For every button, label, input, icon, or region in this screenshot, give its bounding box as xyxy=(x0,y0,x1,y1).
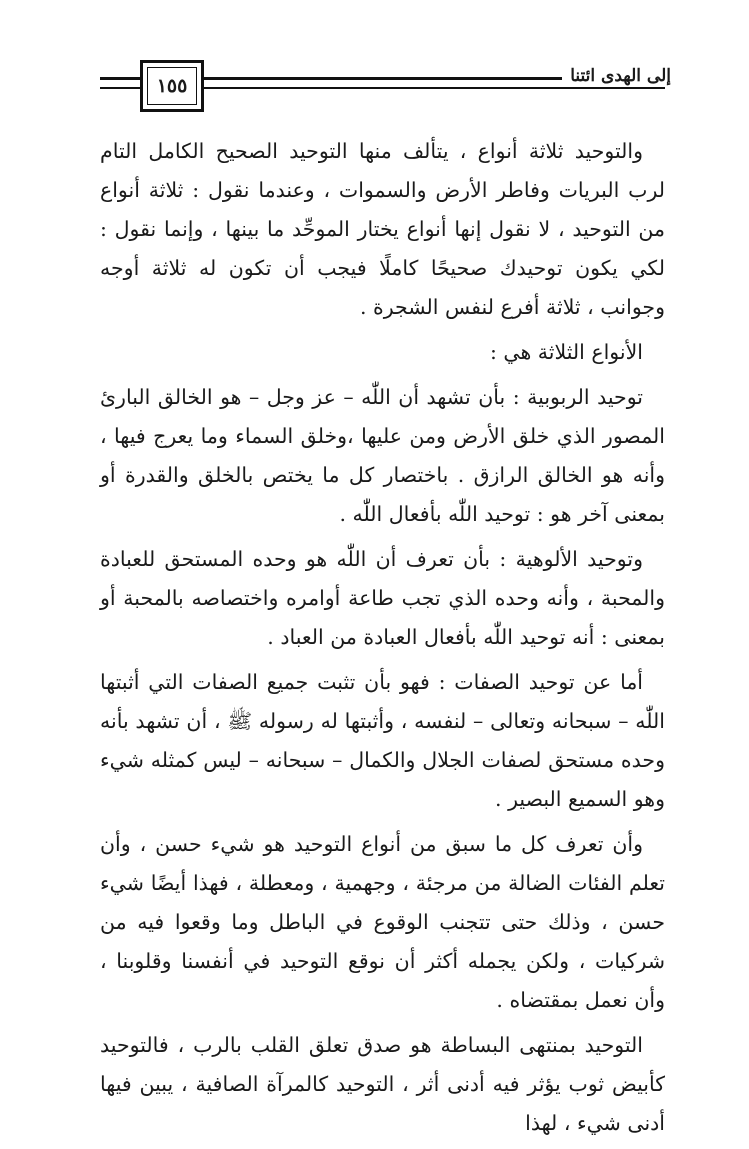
running-title: إلى الهدى ائتنا xyxy=(562,66,675,86)
page-body xyxy=(100,132,665,1149)
section-heading: الأنواع الثلاثة هي : xyxy=(489,340,643,364)
paragraph: التوحيد بمنتهى البساطة هو صدق تعلق القلب بالرب ، فالتوحيد كأبيض ثوب يؤثر فيه أدنى أثر ، التوحيد كالمرآة الصافية ، يبين فيها أدنى شيء ، لهذا xyxy=(100,1033,665,1135)
paragraph: وتوحيد الألوهية : بأن تعرف أن اللّٰه هو وحده المستحق للعبادة والمحبة ، وأنه وحده الذي تجب طاعة أوامره واختصاصه بالمحبة أو بمعنى : أنه توحيد اللّٰه بأفعال العبادة من العباد . xyxy=(100,547,665,649)
page-header xyxy=(100,60,671,108)
paragraph: توحيد الربوبية : بأن تشهد أن اللّٰه – عز وجل – هو الخالق البارئ المصور الذي خلق الأرض ومن عليها ،وخلق السماء وما يعرج فيها ، وأنه هو الخالق الرازق . باختصار كل ما يختص بالخلق والقدرة أو بمعنى آخر هو : توحيد اللّٰه بأفعال اللّٰه . xyxy=(100,385,665,526)
paragraph: أما عن توحيد الصفات : فهو بأن تثبت جميع الصفات التي أثبتها اللّٰه – سبحانه وتعالى – لنفسه ، وأثبتها له رسوله ﷺ ، أن تشهد بأنه وحده مستحق لصفات الجلال والكمال – سبحانه – ليس كمثله شيء وهو السميع البصير . xyxy=(100,670,665,811)
page-number-box xyxy=(140,60,204,112)
paragraph: وأن تعرف كل ما سبق من أنواع التوحيد هو شيء حسن ، وأن تعلم الفئات الضالة من مرجئة ، وجهمية ، ومعطلة ، فهذا أيضًا شيء حسن ، وذلك حتى تتجنب الوقوع في الباطل وما وقعوا فيه من شركيات ، ولكن يجمله أكثر أن نوقع التوحيد في أنفسنا وقلوبنا ، وأن نعمل بمقتضاه . xyxy=(100,832,665,1012)
paragraph: والتوحيد ثلاثة أنواع ، يتألف منها التوحيد الصحيح الكامل التام لرب البريات وفاطر الأرض والسموات ، وعندما نقول : ثلاثة أنواع من التوحيد ، لا نقول إنها أنواع يختار الموحِّد ما بينها ، وإنما نقول : لكي يكون توحيدك صحيحًا كاملًا فيجب أن تكون له ثلاثة أوجه وجوانب ، ثلاثة أفرع لنفس الشجرة . xyxy=(100,139,665,319)
page-number: ١٥٥ xyxy=(147,67,197,105)
